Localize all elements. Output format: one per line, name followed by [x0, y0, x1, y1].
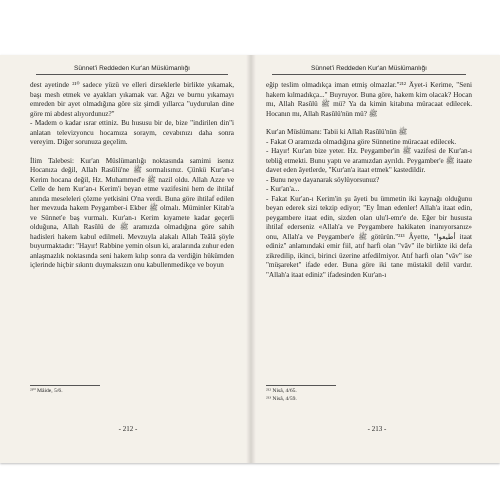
footnote-rule: [266, 385, 336, 386]
right-paragraph-5: - Bunu neye dayanarak söylüyorsunuz?: [266, 175, 380, 184]
right-paragraph-6: - Kur'an'a...: [266, 185, 300, 193]
footnote-210: ²¹⁰ Mâide, 5/6.: [30, 388, 63, 394]
footnote-212: ²¹² Nisâ, 4/65.: [266, 388, 297, 394]
left-page: [0, 55, 246, 463]
right-page: [254, 55, 500, 463]
right-paragraph-2: Kur'an Müslümanı: Tabii ki Allah Rasûlü'nün ﷺ: [266, 128, 408, 136]
page-number-left: - 212 -: [118, 425, 138, 433]
right-paragraph-1: eğip teslim olmadıkça iman etmiş olmazlar."²¹² Âyet-i Kerime, "Seni hakem kılmadıkça..." Buyruyor. Buna göre, hakem kim olacak? Hocan mı, Allah Rasûlü ﷺ mü? Ya da kimin kitabına müracaat edilecek. Hocanın mı, Allah Rasûlü'nün mü? ﷺ: [266, 81, 472, 118]
left-body-text: [30, 81, 234, 371]
left-paragraph-2: - Madem o kadar ısrar ettiniz. Bu hususu bir de, bize "indirilen din"i anlatan televizyoncu hocamıza soraym, cevabınızı daha sonra vereyim. Diğer sorunuza geçelim.: [30, 119, 234, 146]
left-footnotes: [30, 385, 234, 396]
footnote-213: ²¹³ Nisâ, 4/59.: [266, 395, 297, 402]
left-paragraph-1: dest ayetinde ²¹⁰ sadece yüzü ve elleri dirseklerle birlikte yıkamak, başı mesh etmek ve ayakları yıkamak var. Ağzı ve burnu yıkamayı emreden bir ayet olmadığına göre siz şimdi yıllarca "uydurulan dine göre mi abdest alıyordunuz?": [30, 81, 234, 118]
page-number-right: - 213 -: [367, 425, 387, 433]
right-paragraph-3: - Fakat O aramızda olmadığına göre Sünnetine müracaat edilecek.: [266, 137, 457, 146]
right-paragraph-4: - Hayır! Kur'an bize yeter. Hz. Peygamber'in ﷺ vazifesi de Kur'an-ı tebliğ etmekti. Bunu yaptı ve aramızdan ayrıldı. Peygamber'e ﷺ itaate davet eden âyetlerde, "Kur'an'a itaat etmek" kastedildir.: [266, 147, 472, 174]
book-spread: [0, 55, 500, 463]
right-footnotes: [266, 385, 472, 403]
footnote-rule: [30, 385, 100, 386]
right-paragraph-7: - Fakat Kur'an-ı Kerim'in şu âyeti bu ümmetin iki kaynağı olduğunu beyan ederek sizi tekzip ediyor; "Ey İman edenler! Allah'a itaat edin, peygambere itaat edin, sizden olan ulu'l-emr'e de. Eğer bir hususta ihtilaf ederseniz «Allah'a ve Peygambere hakikaten inanıyorsanız» onu, Allah'a ve Peygamber'e ﷺ götürün."²¹³ Âyette, "أطيعوا itaat ediniz" anlamındaki emir fiil, atıf harfi olan "vâv" ile birlikte iki defa zikredilip, ikinci, birinci üzerine atfedilmiyor. Atıf harfi olan "vâv" ise "müşareket" ifade eder. Buna göre iki tane müstakil delil vardır. "Allah'a itaat ediniz" ifadesinden Kur'an-ı: [266, 194, 472, 279]
left-paragraph-3: İlim Talebesi: Kur'an Müslümanlığı noktasında samimi isenız Hocanıza değil, Allah Rasûlü'ne ﷺ sormalısınız. Çünkü Kur'an-ı Kerim hocana değil, Hz. Muhammed'e ﷺ nazil oldu. Allah Azze ve Celle de hem Kur'an-ı Kerim'i beyan etme vazifesini hem de ihtilaf anında meseleleri çözme yetkisini O'na verdi. Buna göre ihtilaf edilen her mevzuda hakem Peygamber-i Ekber ﷺ olmalı. Müminler Kitab'a ve Sünnet'e baş vurmalı. Kur'an-ı Kerim kıyamete kadar geçerli olduğuna, Allah Rasûlü de ﷺ aramızda olmadığına göre sahih hadisleri hakem kabul edilmeli. Mevzuyla alakalı Allah Teâlâ şöyle buyurmaktadır: "Hayır! Rabbine yemin olsun ki, aralarında zuhur eden anlaşmazlık noktasında seni hakem kılıp sonra da verdiğin hükümden içlerinde hiçbir sıkıntı duymaksızın onu kabullenmedikçe ve boyun: [30, 156, 234, 269]
running-head-right: Sünnet'i Reddeden Kur'an Müslümanlığı: [272, 65, 466, 75]
right-body-text: [266, 81, 472, 371]
running-head-left: Sünnet'i Reddeden Kur'an Müslümanlığı: [36, 65, 228, 75]
